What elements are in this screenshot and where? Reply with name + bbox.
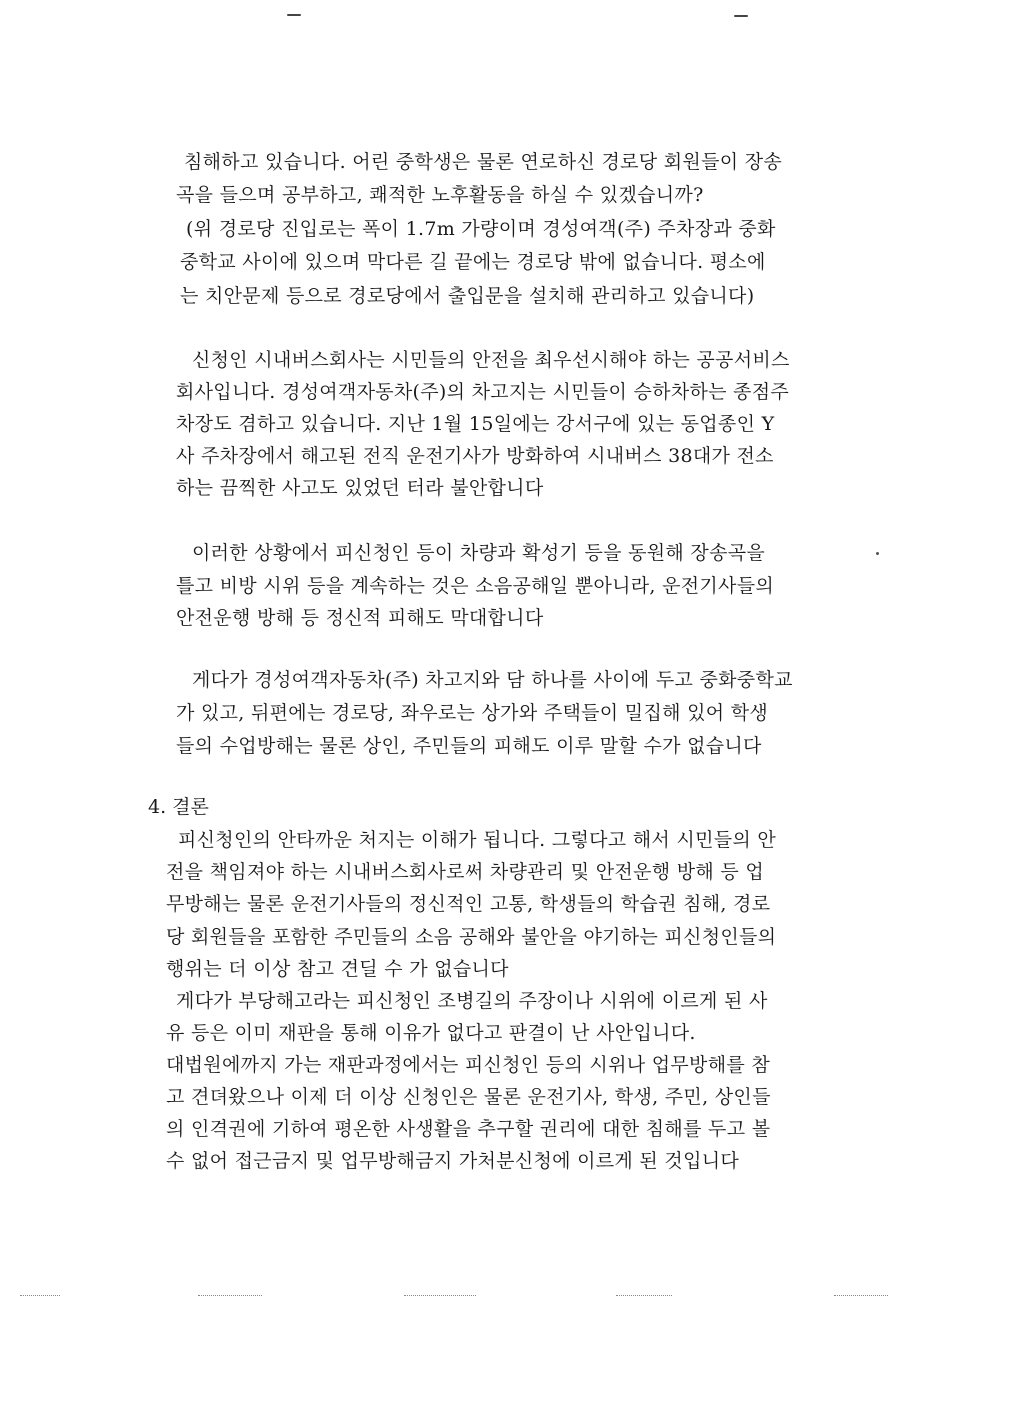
text-line: 곡을 들으며 공부하고, 쾌적한 노후활동을 하실 수 있겠습니까? — [176, 184, 704, 206]
text-line: 유 등은 이미 재판을 통해 이유가 없다고 판결이 난 사안입니다. — [166, 1022, 696, 1044]
text-line: 신청인 시내버스회사는 시민들의 안전을 최우선시해야 하는 공공서비스 — [192, 349, 790, 371]
section-heading: 4. 결론 — [148, 796, 209, 818]
text-line: 수 없어 접근금지 및 업무방해금지 가처분신청에 이르게 된 것입니다 — [166, 1150, 740, 1172]
text-line: (위 경로당 진입로는 폭이 1.7m 가량이며 경성여객(주) 주차장과 중화 — [186, 218, 776, 240]
scan-artifact — [834, 1295, 888, 1297]
scan-artifact — [404, 1295, 476, 1297]
text-line: 무방해는 물론 운전기사들의 정신적인 고통, 학생들의 학습권 침해, 경로 — [166, 893, 771, 915]
text-line: 피신청인의 안타까운 처지는 이해가 됩니다. 그렇다고 해서 시민들의 안 — [178, 829, 777, 851]
scan-artifact — [734, 15, 748, 17]
text-line: 침해하고 있습니다. 어린 중학생은 물론 연로하신 경로당 회원들이 장송 — [184, 151, 783, 173]
text-line: 대법원에까지 가는 재판과정에서는 피신청인 등의 시위나 업무방해를 참 — [166, 1054, 770, 1076]
text-line: 게다가 경성여객자동차(주) 차고지와 담 하나를 사이에 두고 중화중학교 — [192, 669, 793, 691]
text-line: 게다가 부당해고라는 피신청인 조병길의 주장이나 시위에 이르게 된 사 — [176, 990, 768, 1012]
text-line: 당 회원들을 포함한 주민들의 소음 공해와 불안을 야기하는 피신청인들의 — [166, 926, 777, 948]
text-line: 의 인격권에 기하여 평온한 사생활을 추구할 권리에 대한 침해를 두고 볼 — [166, 1118, 771, 1140]
text-line: 전을 책임져야 하는 시내버스회사로써 차량관리 및 안전운행 방해 등 업 — [166, 861, 765, 883]
scan-artifact — [616, 1295, 672, 1297]
text-line: 회사입니다. 경성여객자동차(주)의 차고지는 시민들이 승하차하는 종점주 — [176, 381, 790, 403]
text-line: 는 치안문제 등으로 경로당에서 출입문을 설치해 관리하고 있습니다) — [180, 285, 755, 307]
text-line: 차장도 겸하고 있습니다. 지난 1월 15일에는 강서구에 있는 동업종인 Y — [176, 413, 775, 435]
scan-artifact — [287, 14, 301, 16]
scan-artifact — [20, 1295, 60, 1297]
text-line: 하는 끔찍한 사고도 있었던 터라 불안합니다 — [176, 477, 544, 499]
text-line: 가 있고, 뒤편에는 경로당, 좌우로는 상가와 주택들이 밀집해 있어 학생 — [176, 702, 769, 724]
text-line: 고 견뎌왔으나 이제 더 이상 신청인은 물론 운전기사, 학생, 주민, 상인들 — [166, 1086, 771, 1108]
text-line: 틀고 비방 시위 등을 계속하는 것은 소음공해일 뿐아니라, 운전기사들의 — [176, 575, 775, 597]
text-line: 사 주차장에서 해고된 전직 운전기사가 방화하여 시내버스 38대가 전소 — [176, 445, 774, 467]
text-line: 이러한 상황에서 피신청인 등이 차량과 확성기 등을 동원해 장송곡을 — [192, 542, 766, 564]
text-line: 안전운행 방해 등 정신적 피해도 막대합니다 — [176, 607, 544, 629]
scan-artifact — [876, 552, 879, 555]
text-line: 들의 수업방해는 물론 상인, 주민들의 피해도 이루 말할 수가 없습니다 — [176, 735, 762, 757]
scan-artifact — [198, 1295, 262, 1297]
text-line: 행위는 더 이상 참고 견딜 수 가 없습니다 — [166, 958, 509, 980]
text-line: 중학교 사이에 있으며 막다른 길 끝에는 경로당 밖에 없습니다. 평소에 — [180, 251, 766, 273]
